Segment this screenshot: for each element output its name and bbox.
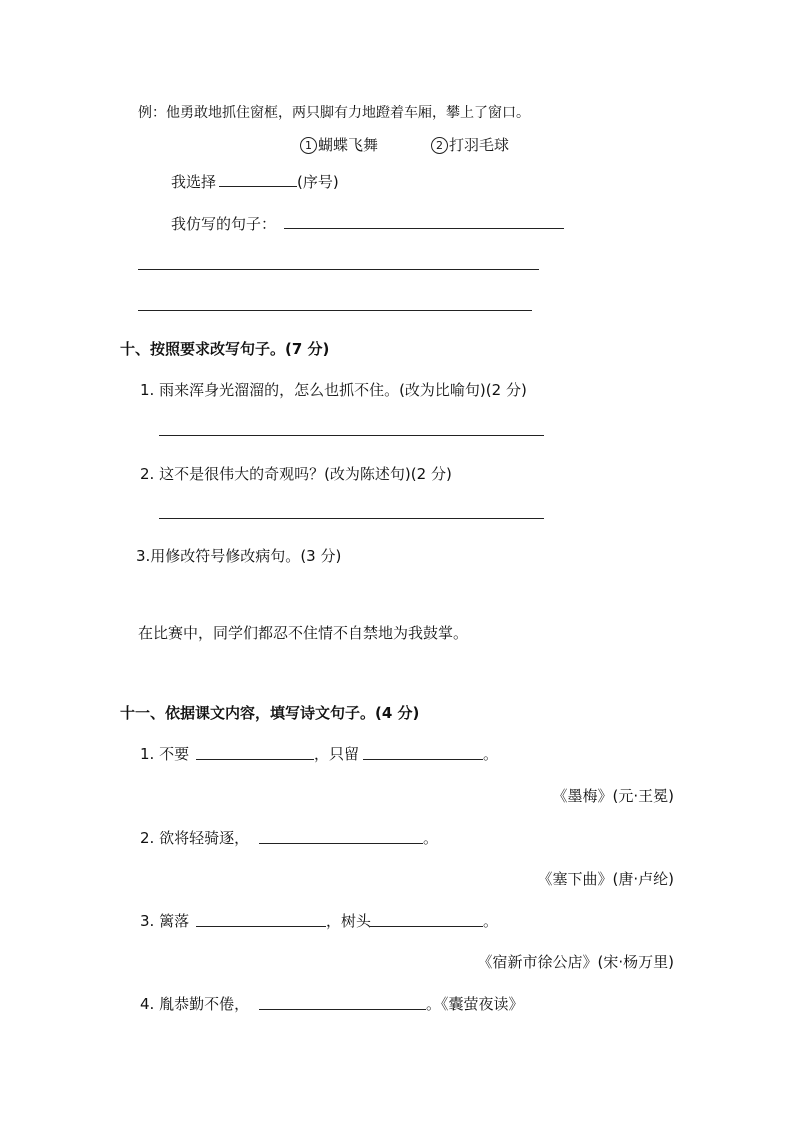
- s11-q1-end: 。: [483, 745, 499, 763]
- example-sentence: 例：他勇敢地抓住窗框，两只脚有力地蹬着车厢，攀上了窗口。: [138, 105, 530, 121]
- s11-q2-end: 。: [423, 829, 439, 847]
- imitate-answer-line-2[interactable]: [138, 269, 539, 270]
- imitate-label: 我仿写的句子：: [171, 215, 277, 233]
- s11-q3-part-b: ，树头: [326, 912, 372, 930]
- s11-q3-source: 《宿新市徐公店》(宋·杨万里): [477, 953, 674, 971]
- s10-question-2: 2. 这不是很伟大的奇观吗？(改为陈述句)(2 分): [140, 465, 452, 483]
- s11-q4-end: 。《囊萤夜读》: [426, 995, 524, 1013]
- s11-q1-blank-1[interactable]: [196, 759, 314, 760]
- s11-q3-part-a: 3. 篱落: [140, 912, 190, 930]
- s11-q2-source: 《塞下曲》(唐·卢纶): [537, 870, 674, 888]
- s10-q1-answer-line[interactable]: [159, 435, 544, 436]
- option-2-label: 打羽毛球: [449, 136, 510, 154]
- s10-question-3: 3.用修改符号修改病句。(3 分): [136, 547, 342, 565]
- option-1-label: 蝴蝶飞舞: [318, 136, 379, 154]
- option-1: [300, 134, 378, 155]
- option-2-number: 2: [431, 137, 448, 154]
- s11-q1-part-a: 1. 不要: [140, 745, 190, 763]
- imitate-answer-line-1[interactable]: [284, 228, 564, 229]
- imitate-answer-line-3[interactable]: [138, 310, 532, 311]
- s11-q1-part-b: ，只留: [314, 745, 360, 763]
- s11-q1-source: 《墨梅》(元·王冕): [552, 787, 674, 805]
- choose-suffix: (序号): [297, 173, 339, 191]
- s11-q4-blank[interactable]: [259, 1009, 426, 1010]
- s11-q3-blank-1[interactable]: [196, 926, 326, 927]
- section-10-heading: 十、按照要求改写句子。(7 分): [120, 340, 330, 358]
- s10-q2-answer-line[interactable]: [159, 518, 544, 519]
- s10-q3-sentence: 在比赛中，同学们都忍不住情不自禁地为我鼓掌。: [138, 624, 469, 642]
- s11-q3-blank-2[interactable]: [370, 926, 483, 927]
- choose-label: 我选择: [171, 173, 217, 191]
- s11-q2-blank[interactable]: [259, 843, 423, 844]
- option-1-number: 1: [300, 137, 317, 154]
- section-11-heading: 十一、依据课文内容，填写诗文句子。(4 分): [120, 704, 420, 722]
- s11-q3-end: 。: [483, 912, 499, 930]
- s11-q1-blank-2[interactable]: [363, 759, 483, 760]
- choose-answer-line[interactable]: [219, 186, 297, 187]
- s11-q2-part-a: 2. 欲将轻骑逐，: [140, 829, 250, 847]
- option-2: [431, 134, 509, 155]
- s11-q4-part-a: 4. 胤恭勤不倦，: [140, 995, 250, 1013]
- s10-question-1: 1. 雨来浑身光溜溜的，怎么也抓不住。(改为比喻句)(2 分): [140, 381, 527, 399]
